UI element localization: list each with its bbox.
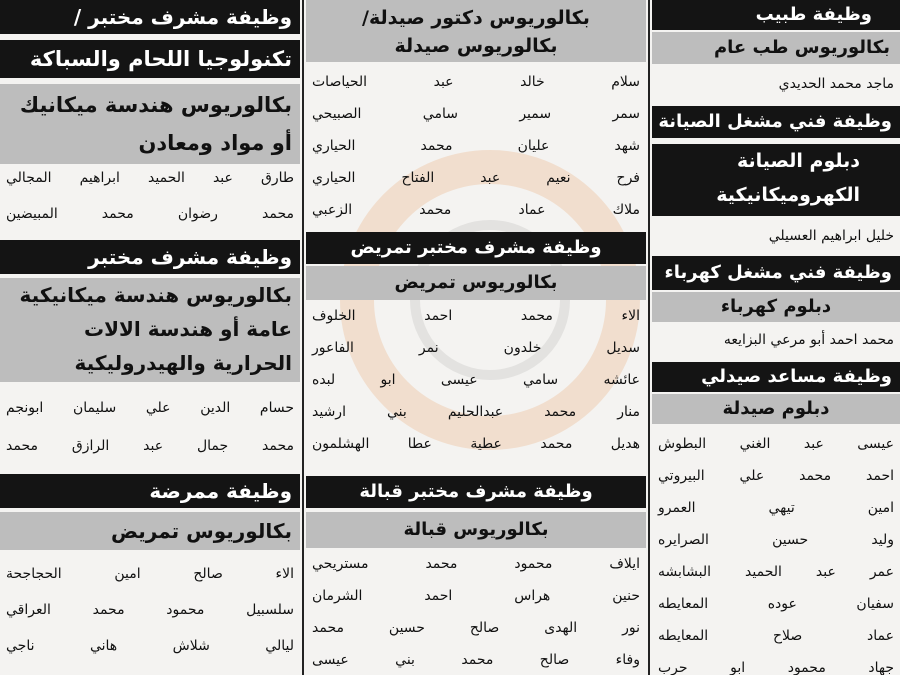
job-title: وظيفة فني مشغل كهرباء bbox=[652, 256, 900, 290]
names-list bbox=[652, 324, 900, 356]
list-item: احمد محمد علي البيروتي bbox=[658, 468, 894, 484]
list-item: سلام خالد عبد الحياصات bbox=[312, 74, 640, 90]
job-title: وظيفة مشرف مختبر تمريض bbox=[306, 232, 646, 264]
list-item: حنين هراس احمد الشرمان bbox=[312, 588, 640, 604]
degree-box: دبلوم صيدلة bbox=[652, 394, 900, 424]
list-item: ليالي شلاش هاني ناجي bbox=[6, 638, 294, 654]
degree-box bbox=[0, 278, 300, 382]
list-item: عائشه سامي عيسى ابو لبده bbox=[312, 372, 640, 388]
names-list bbox=[652, 68, 900, 100]
degree-line: بكالوريوس صيدلة bbox=[394, 35, 558, 57]
left-column bbox=[0, 0, 300, 675]
degree-line: الكهروميكانيكية bbox=[716, 184, 860, 206]
job-title: وظيفة فني مشغل الصيانة bbox=[652, 106, 900, 138]
names-list bbox=[0, 558, 300, 662]
degree-box: بكالوريوس تمريض bbox=[0, 512, 300, 550]
job-title: وظيفة مساعد صيدلي bbox=[652, 362, 900, 392]
list-item: شهد عليان محمد الحياري bbox=[312, 138, 640, 154]
right-column bbox=[652, 0, 900, 675]
list-item: امين تيهي العمرو bbox=[658, 500, 894, 516]
list-item: الاء محمد احمد الخلوف bbox=[312, 308, 640, 324]
list-item: عمر عبد الحميد البشابشه bbox=[658, 564, 894, 580]
list-item: وفاء صالح محمد بني عيسى bbox=[312, 652, 640, 668]
column-separator bbox=[648, 0, 650, 675]
job-title: وظيفة مشرف مختبر قبالة bbox=[306, 476, 646, 508]
names-list bbox=[306, 300, 646, 460]
degree-line: بكالوريوس هندسة ميكانيك bbox=[19, 93, 292, 117]
degree-box bbox=[0, 84, 300, 164]
list-item: ايلاف محمود محمد مستريحي bbox=[312, 556, 640, 572]
degree-line: أو مواد ومعادن bbox=[138, 131, 292, 155]
list-item: محمد جمال عبد الرازق محمد bbox=[6, 438, 294, 454]
list-item: عيسى عبد الغني البطوش bbox=[658, 436, 894, 452]
list-item: طارق عبد الحميد ابراهيم المجالي bbox=[6, 170, 294, 186]
list-item: محمد احمد أبو مرعي البزايعه bbox=[723, 332, 894, 348]
list-item: سفيان عوده المعايطه bbox=[658, 596, 894, 612]
list-item: محمد رضوان محمد المبيضين bbox=[6, 206, 294, 222]
names-list bbox=[0, 392, 300, 462]
job-title: وظيفة مشرف مختبر / bbox=[0, 0, 300, 34]
job-title: وظيفة ممرضة bbox=[0, 474, 300, 508]
degree-box bbox=[306, 0, 646, 62]
middle-column bbox=[306, 0, 646, 675]
list-item: عماد صلاح المعايطه bbox=[658, 628, 894, 644]
list-item: سمر سمير سامي الصبيحي bbox=[312, 106, 640, 122]
names-list bbox=[652, 428, 900, 675]
list-item: ماجد محمد الحديدي bbox=[778, 76, 894, 92]
degree-box: بكالوريوس تمريض bbox=[306, 266, 646, 300]
list-item: سلسبيل محمود محمد العراقي bbox=[6, 602, 294, 618]
names-list bbox=[306, 548, 646, 675]
degree-line: دبلوم الصيانة bbox=[736, 150, 860, 172]
column-separator bbox=[302, 0, 304, 675]
list-item: خليل ابراهيم العسيلي bbox=[768, 228, 894, 244]
degree-box: بكالوريوس قبالة bbox=[306, 512, 646, 548]
job-subtitle: تكنولوجيا اللحام والسباكة bbox=[0, 40, 300, 78]
list-item: ملاك عماد محمد الزعبي bbox=[312, 202, 640, 218]
degree-line: بكالوريوس دكتور صيدلة/ bbox=[362, 7, 590, 29]
list-item: فرح نعيم عبد الفتاح الحياري bbox=[312, 170, 640, 186]
list-item: وليد حسين الصرايره bbox=[658, 532, 894, 548]
names-list bbox=[0, 162, 300, 230]
degree-box bbox=[652, 144, 900, 216]
degree-box: بكالوريوس طب عام bbox=[652, 32, 900, 64]
list-item: سديل خلدون نمر الفاعور bbox=[312, 340, 640, 356]
names-list bbox=[652, 220, 900, 252]
degree-line: عامة أو هندسة الالات bbox=[84, 317, 292, 341]
list-item: نور الهدى صالح حسين محمد bbox=[312, 620, 640, 636]
degree-box: دبلوم كهرباء bbox=[652, 292, 900, 322]
list-item: منار محمد عبدالحليم بني ارشيد bbox=[312, 404, 640, 420]
job-title: وظيفة مشرف مختبر bbox=[0, 240, 300, 274]
list-item: الاء صالح امين الحجاجحة bbox=[6, 566, 294, 582]
degree-line: الحرارية والهيدروليكية bbox=[74, 351, 292, 375]
list-item: حسام الدين علي سليمان ابونجم bbox=[6, 400, 294, 416]
job-title: وظيفة طبيب bbox=[652, 0, 900, 30]
degree-line: بكالوريوس هندسة ميكانيكية bbox=[19, 283, 292, 307]
list-item: جهاد محمود ابو حرب bbox=[658, 660, 894, 675]
list-item: هديل محمد عطية عطا الهشلمون bbox=[312, 436, 640, 452]
names-list bbox=[306, 66, 646, 226]
